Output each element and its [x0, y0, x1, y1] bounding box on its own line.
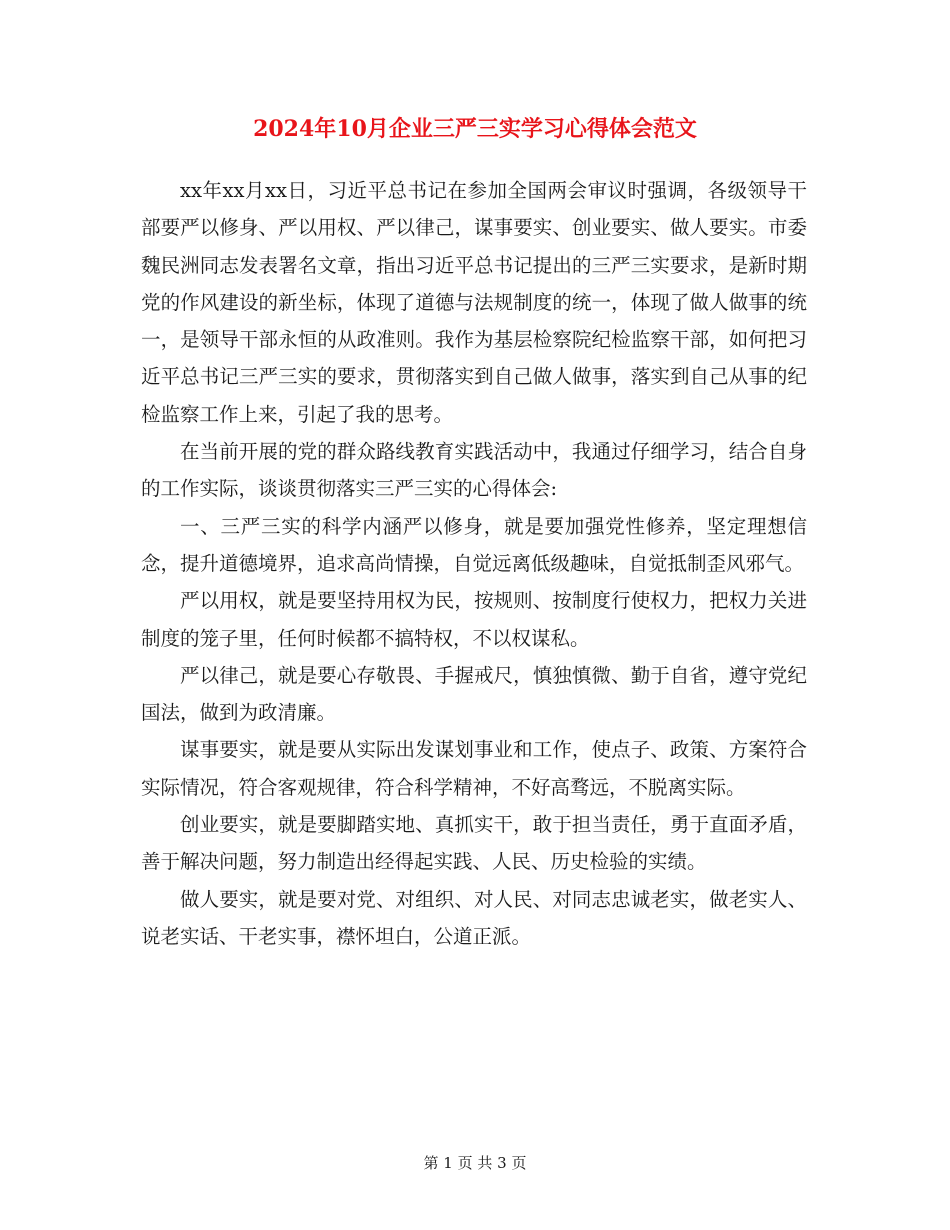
paragraph-use-of-power: 严以用权，就是要坚持用权为民，按规则、按制度行使权力，把权力关进制度的笼子里，任何时候都不搞特权，不以权谋私。	[141, 589, 807, 650]
paragraph-entrepreneurship: 创业要实，就是要脚踏实地、真抓实干，敢于担当责任，勇于直面矛盾，善于解决问题，努力制造出经得起实践、人民、历史检验的实绩。	[141, 813, 807, 874]
paragraph-self-cultivation: 一、三严三实的科学内涵严以修身，就是要加强党性修养，坚定理想信念，提升道德境界，追求高尚情操，自觉远离低级趣味，自觉抵制歪风邪气。	[141, 514, 807, 575]
paragraph-context: 在当前开展的党的群众路线教育实践活动中，我通过仔细学习，结合自身的工作实际，谈谈贯彻落实三严三实的心得体会:	[141, 440, 807, 501]
paragraph-conduct: 做人要实，就是要对党、对组织、对人民、对同志忠诚老实，做老实人、说老实话、干老实事，襟怀坦白，公道正派。	[141, 887, 807, 948]
page-footer: 第 1 页 共 3 页	[423, 1154, 527, 1172]
paragraph-intro: xx年xx月xx日，习近平总书记在参加全国两会审议时强调，各级领导干部要严以修身、严以用权、严以律己，谋事要实、创业要实、做人要实。市委魏民洲同志发表署名文章，指出习近平总书记提出的三严三实要求，是新时期党的作风建设的新坐标，体现了道德与法规制度的统一，体现了做人做事的统一，是领导干部永恒的从政准则。我作为基层检察院纪检监察干部，如何把习近平总书记三严三实的要求，贯彻落实到自己做人做事，落实到自己从事的纪检监察工作上来，引起了我的思考。	[141, 179, 807, 426]
document-body	[141, 172, 807, 955]
document-title: 2024年10月企业三严三实学习心得体会范文	[253, 116, 697, 142]
paragraph-planning: 谋事要实，就是要从实际出发谋划事业和工作，使点子、政策、方案符合实际情况，符合客观规律，符合科学精神，不好高骛远，不脱离实际。	[141, 738, 807, 799]
paragraph-self-discipline: 严以律己，就是要心存敬畏、手握戒尺，慎独慎微、勤于自省，遵守党纪国法，做到为政清廉。	[141, 663, 807, 725]
